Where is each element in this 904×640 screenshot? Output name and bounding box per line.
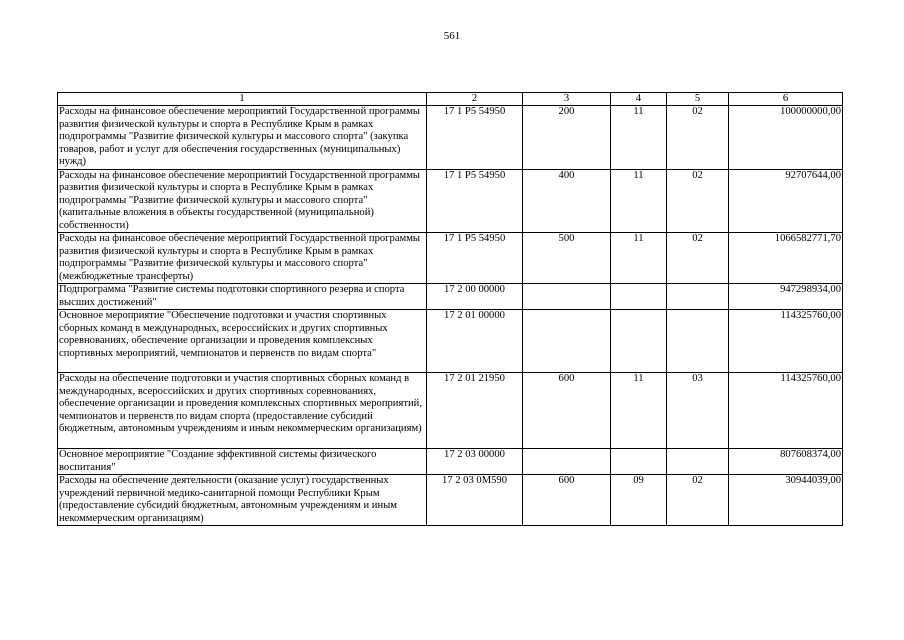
row-col3: 200 (523, 106, 611, 170)
row-amount: 1066582771,70 (729, 233, 843, 284)
row-amount: 114325760,00 (729, 310, 843, 373)
row-amount: 30944039,00 (729, 475, 843, 526)
row-col4: 09 (611, 475, 667, 526)
table-row (58, 373, 843, 449)
row-col3: 500 (523, 233, 611, 284)
column-header: 5 (667, 93, 729, 106)
row-name: Расходы на финансовое обеспечение мероприятий Государственной программы развития физической культуры и спорта в Республике Крым в рамках подпрограммы "Развитие физической культуры и массового спорта" (межбюджетные трансферты) (58, 233, 427, 284)
row-name: Подпрограмма "Развитие системы подготовки спортивного резерва и спорта высших достижений" (58, 284, 427, 310)
row-code: 17 1 Р5 54950 (427, 169, 523, 233)
column-header: 2 (427, 93, 523, 106)
row-col3: 600 (523, 475, 611, 526)
row-col4 (611, 310, 667, 373)
row-col3 (523, 310, 611, 373)
column-header: 6 (729, 93, 843, 106)
page-number: 561 (443, 30, 461, 42)
row-name: Расходы на финансовое обеспечение мероприятий Государственной программы развития физической культуры и спорта в Республике Крым в рамках подпрограммы "Развитие физической культуры и массового спорта" (капитальные вложения в объекты государственной (муниципальной) собственности) (58, 169, 427, 233)
row-col3 (523, 284, 611, 310)
row-code: 17 1 Р5 54950 (427, 106, 523, 170)
row-col4 (611, 284, 667, 310)
row-col5 (667, 284, 729, 310)
row-col4: 11 (611, 106, 667, 170)
row-col3: 400 (523, 169, 611, 233)
row-code: 17 2 01 00000 (427, 310, 523, 373)
row-code: 17 2 03 0М590 (427, 475, 523, 526)
table-row (58, 169, 843, 233)
row-col5 (667, 310, 729, 373)
row-col5: 03 (667, 373, 729, 449)
row-col5: 02 (667, 169, 729, 233)
row-col4: 11 (611, 233, 667, 284)
row-name: Основное мероприятие "Обеспечение подготовки и участия спортивных сборных команд в международных, всероссийских и других спортивных соревнованиях, обеспечение организации и проведения комплексных спортивных мероприятий, чемпионатов и первенств по видам спорта" (58, 310, 427, 373)
row-amount: 92707644,00 (729, 169, 843, 233)
budget-table (57, 92, 843, 526)
row-col5 (667, 449, 729, 475)
row-name: Основное мероприятие "Создание эффективной системы физического воспитания" (58, 449, 427, 475)
row-amount: 114325760,00 (729, 373, 843, 449)
row-code: 17 2 01 21950 (427, 373, 523, 449)
row-amount: 807608374,00 (729, 449, 843, 475)
row-col5: 02 (667, 233, 729, 284)
row-col4: 11 (611, 373, 667, 449)
table-row (58, 449, 843, 475)
row-code: 17 2 03 00000 (427, 449, 523, 475)
row-col4 (611, 449, 667, 475)
row-name: Расходы на финансовое обеспечение мероприятий Государственной программы развития физической культуры и спорта в Республике Крым в рамках подпрограммы "Развитие физической культуры и массового спорта" (закупка товаров, работ и услуг для обеспечения государственных (муниципальных) нужд) (58, 106, 427, 170)
column-header: 4 (611, 93, 667, 106)
table-row (58, 284, 843, 310)
row-col5: 02 (667, 475, 729, 526)
table-row (58, 310, 843, 373)
table-header-row (58, 93, 843, 106)
column-header: 3 (523, 93, 611, 106)
row-col5: 02 (667, 106, 729, 170)
row-col4: 11 (611, 169, 667, 233)
row-amount: 100000000,00 (729, 106, 843, 170)
row-name: Расходы на обеспечение деятельности (оказание услуг) государственных учреждений первичной медико-санитарной помощи Республики Крым (предоставление субсидий бюджетным, автономным учреждениям и иным некоммерческим организациям) (58, 475, 427, 526)
column-header: 1 (58, 93, 427, 106)
row-code: 17 1 Р5 54950 (427, 233, 523, 284)
row-code: 17 2 00 00000 (427, 284, 523, 310)
row-col3: 600 (523, 373, 611, 449)
table-row (58, 233, 843, 284)
table-row (58, 475, 843, 526)
row-name: Расходы на обеспечение подготовки и участия спортивных сборных команд в международных, всероссийских и других спортивных соревнованиях, обеспечение организации и проведения комплексных спортивных мероприятий, чемпионатов и первенств по видам спорта (предоставление субсидий бюджетным, автономным учреждениям и иным некоммерческим организациям) (58, 373, 427, 449)
row-amount: 947298934,00 (729, 284, 843, 310)
row-col3 (523, 449, 611, 475)
table-row (58, 106, 843, 170)
